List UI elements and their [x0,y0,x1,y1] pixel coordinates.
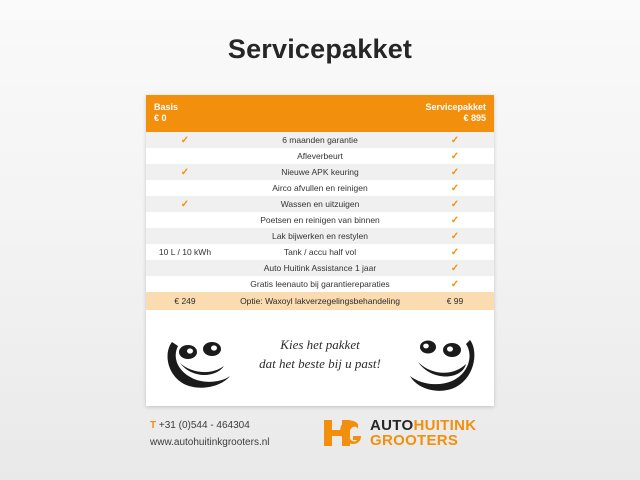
cell-basis [146,132,224,148]
logo-auto: AUTO [370,417,414,434]
cell-pakket [416,132,494,148]
phone-number: +31 (0)544 - 464304 [158,420,250,431]
header-servicepakket-label: Servicepakket [425,101,486,112]
logo-huitink: HUITINK [413,417,477,434]
cell-pakket [416,212,494,228]
service-package-card [146,95,494,406]
table-row [146,228,494,244]
cell-basis [146,148,224,164]
check-icon: ✓ [450,214,460,226]
table-header-row [146,95,494,132]
table-row [146,260,494,276]
cell-option-pakket-price: € 99 [416,292,494,310]
table-row [146,196,494,212]
hg-monogram-icon [320,416,362,450]
check-icon: ✓ [450,150,460,162]
check-icon: ✓ [450,262,460,274]
header-servicepakket [416,95,494,132]
cell-feature: Poetsen en reinigen van binnen [224,212,416,228]
check-icon: ✓ [180,166,190,178]
header-middle [224,95,416,132]
logo-line-1 [370,418,476,433]
slogan-line-2: dat het beste bij u past! [259,355,381,371]
phone-prefix: T [150,420,157,431]
cell-pakket [416,260,494,276]
cell-basis [146,196,224,212]
cell-pakket [416,228,494,244]
cell-feature: Gratis leenauto bij garantiereparaties [224,276,416,292]
cell-basis [146,276,224,292]
table-row [146,180,494,196]
smiling-face-right-icon [406,332,480,399]
table-header [146,95,494,132]
check-icon: ✓ [450,278,460,290]
header-basis-label: Basis [154,101,179,112]
table-row [146,164,494,180]
cell-pakket [416,148,494,164]
cell-basis [146,180,224,196]
footer [0,404,640,460]
table-row-option [146,292,494,310]
contact-block [150,418,270,451]
cell-pakket [416,276,494,292]
phone-line [150,418,270,435]
cell-pakket [416,164,494,180]
cell-feature: 6 maanden garantie [224,132,416,148]
check-icon: ✓ [450,198,460,210]
cell-pakket [416,244,494,260]
cell-pakket [416,180,494,196]
company-logo [320,416,476,450]
table-body [146,132,494,310]
page-title: Servicepakket [227,34,413,64]
cell-basis: 10 L / 10 kWh [146,244,224,260]
cell-option-feature: Optie: Waxoyl lakverzegelingsbehandeling [224,292,416,310]
check-icon: ✓ [180,198,190,210]
cell-feature: Nieuwe APK keuring [224,164,416,180]
table-row [146,244,494,260]
cell-option-basis-price: € 249 [146,292,224,310]
service-package-table [146,95,494,310]
cell-feature: Tank / accu half vol [224,244,416,260]
check-icon: ✓ [450,246,460,258]
cell-basis [146,228,224,244]
table-row [146,132,494,148]
check-icon: ✓ [180,134,190,146]
table-row [146,276,494,292]
table-row [146,148,494,164]
cell-basis [146,260,224,276]
cell-feature: Airco afvullen en reinigen [224,180,416,196]
cell-basis [146,212,224,228]
slogan-line-1: Kies het pakket [280,337,360,352]
header-basis-price: € 0 [154,113,167,123]
table-row [146,212,494,228]
cell-pakket [416,196,494,212]
cell-feature: Lak bijwerken en restylen [224,228,416,244]
cell-feature: Auto Huitink Assistance 1 jaar [224,260,416,276]
cell-feature: Afleverbeurt [224,148,416,164]
website-line[interactable]: www.autohuitinkgrooters.nl [150,436,270,448]
check-icon: ✓ [450,166,460,178]
logo-text [370,418,476,448]
check-icon: ✓ [450,182,460,194]
cell-feature: Wassen en uitzuigen [224,196,416,212]
check-icon: ✓ [450,134,460,146]
header-basis [146,95,224,132]
cell-basis [146,164,224,180]
check-icon: ✓ [450,230,460,242]
header-servicepakket-price: € 895 [463,113,486,123]
logo-line-2: GROOTERS [370,432,459,449]
slogan-block [146,310,494,406]
